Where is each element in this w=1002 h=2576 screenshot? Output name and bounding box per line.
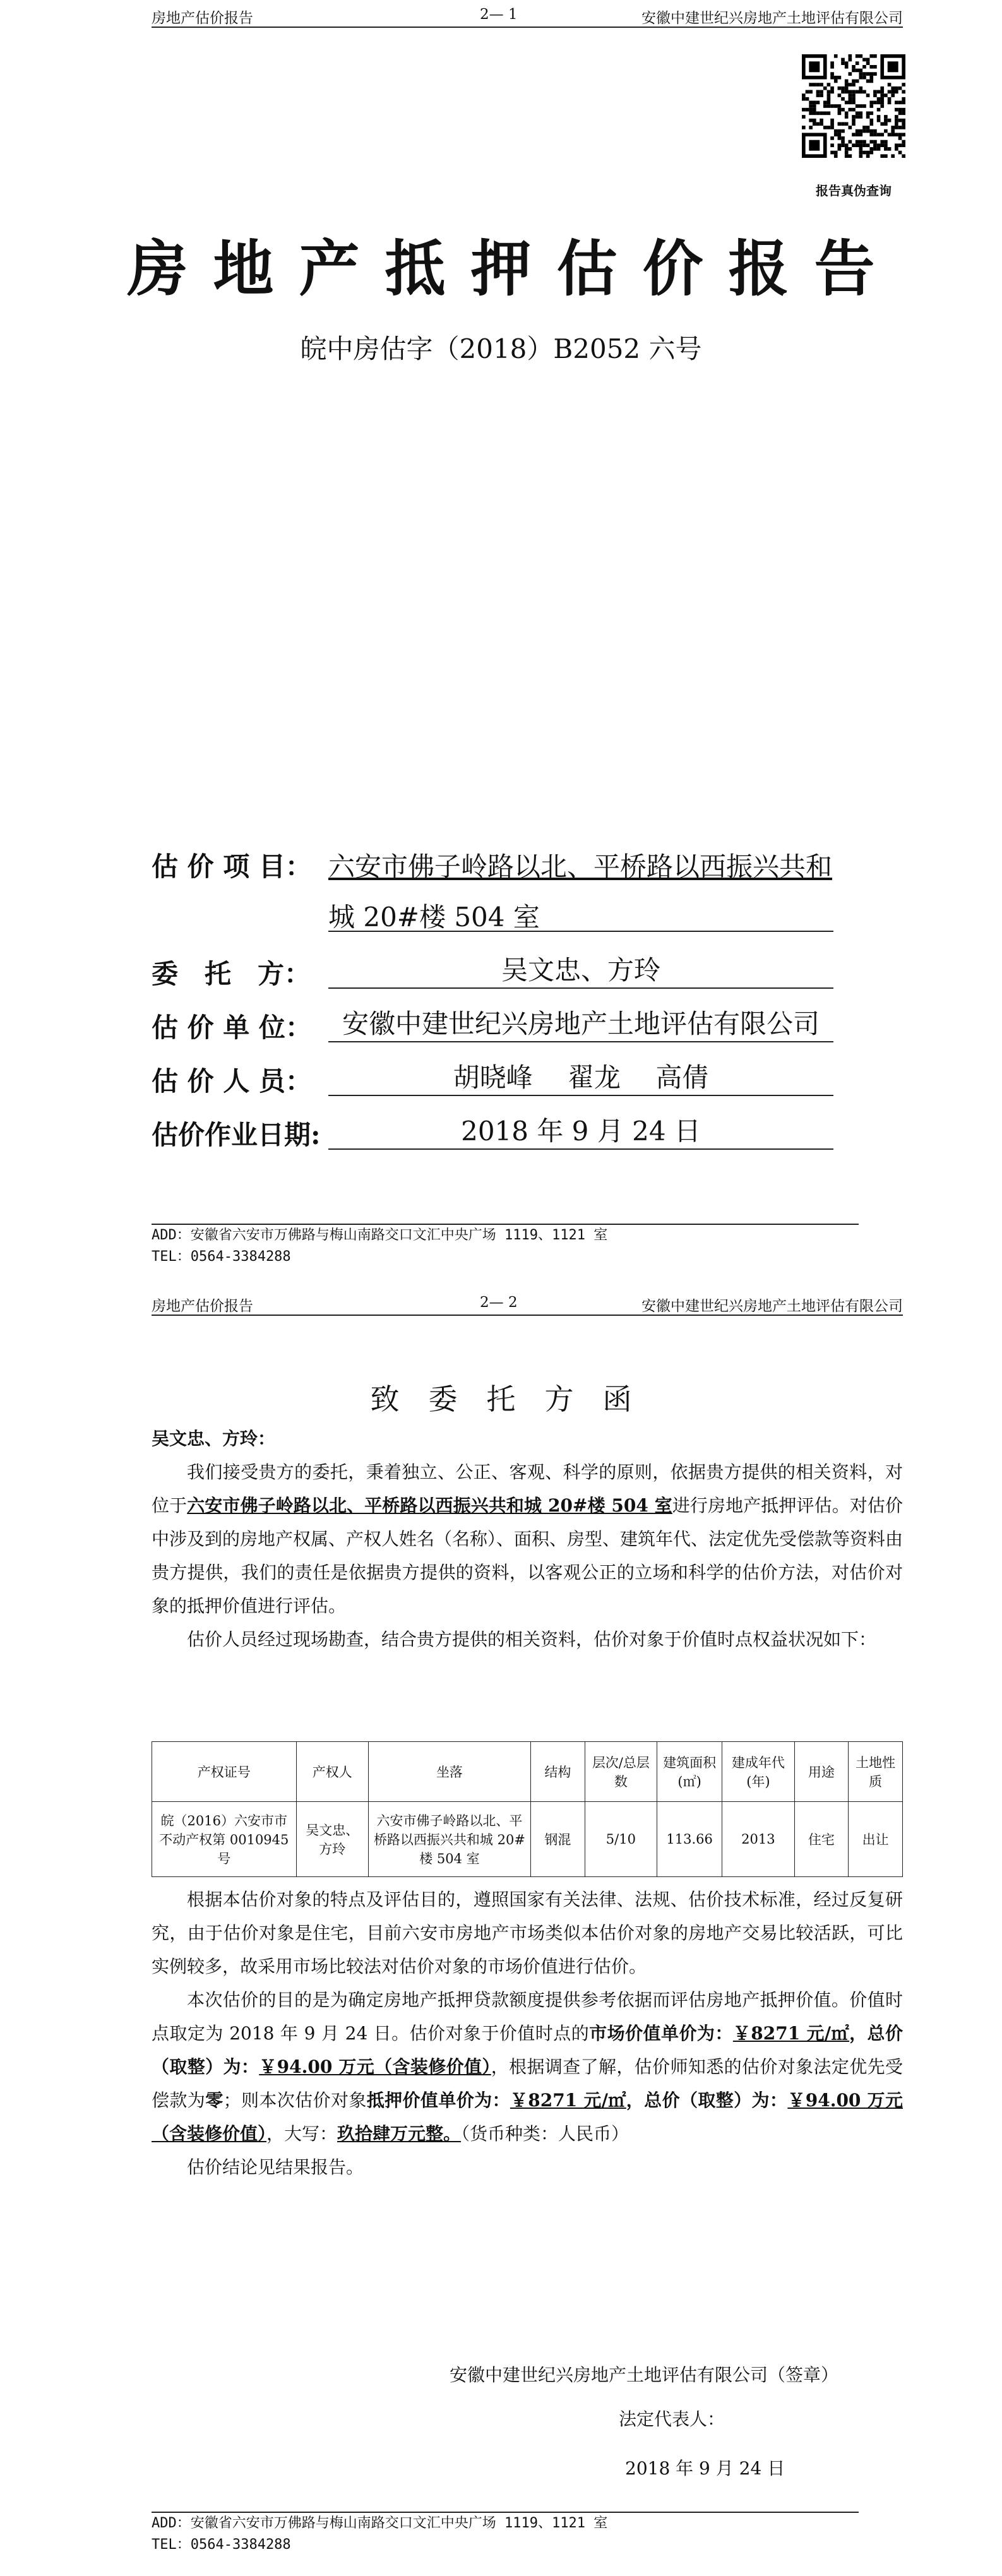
- p4-market-label: 市场价值单价为：: [589, 2023, 733, 2044]
- header-left: 房地产估价报告: [152, 1298, 253, 1315]
- letter-page: [0, 1288, 1002, 2576]
- table-header-cell: 用途: [794, 1742, 849, 1802]
- table-cell: 5/10: [585, 1802, 657, 1877]
- table-cell: 出让: [849, 1802, 903, 1877]
- header-page-number: 2— 2: [480, 1294, 518, 1311]
- paragraph-1: [152, 1455, 903, 1623]
- table-cell: 2013: [722, 1802, 794, 1877]
- p4-mortgage-total: ￥94.00 万元（含装修价值）: [152, 2090, 903, 2144]
- p4-currency: （货币种类：人民币）: [461, 2123, 629, 2144]
- table-cell: 住宅: [794, 1802, 849, 1877]
- p4-text: ；则本次估价对象: [223, 2090, 367, 2111]
- table-header-cell: 产权证号: [152, 1742, 297, 1802]
- footer-tel: TEL：0564-3384288: [152, 2537, 291, 2553]
- header-page-number: 2— 1: [480, 6, 518, 23]
- letter-body-top: [152, 1422, 903, 1656]
- p4-total-label: ，总价（取整）为：: [152, 2023, 903, 2077]
- doc-number: 皖中房估字（2018）B2052 六号: [300, 333, 702, 364]
- header-left: 房地产估价报告: [152, 10, 253, 27]
- footer-address: ADD：安徽省六安市万佛路与梅山南路交口文汇中央广场 1119、1121 室: [152, 1227, 608, 1243]
- table-header-cell: 建筑面积(㎡): [657, 1742, 722, 1802]
- table-cell: 钢混: [531, 1802, 585, 1877]
- p4-text: ，根据调查了解，估价师知悉的估价对象法定优先受偿款为: [152, 2056, 903, 2111]
- qr-code-icon[interactable]: [802, 54, 905, 158]
- signature-date: 2018 年 9 月 24 日: [625, 2458, 785, 2479]
- paragraph-4: [152, 1983, 903, 2150]
- table-cell: 六安市佛子岭路以北、平桥路以西振兴共和城 20#楼 504 室: [368, 1802, 530, 1877]
- letter-title: 致委托方函: [370, 1382, 661, 1416]
- table-header-cell: 土地性质: [849, 1742, 903, 1802]
- project-value-line2: 城 20#楼 504 室: [328, 897, 833, 932]
- appraisers-label: 估 价 人 员：: [152, 1066, 312, 1097]
- p4-priority-amount: 零: [205, 2090, 224, 2111]
- property-rights-table: [152, 1741, 903, 1877]
- table-header-cell: 建成年代(年): [722, 1742, 794, 1802]
- p4-text: ，大写：: [266, 2123, 338, 2144]
- p1-text-a: 我们接受贵方的委托，秉着独立、公正、客观、科学的原则，依据贵方提供的相关资料，对位于: [152, 1462, 903, 1516]
- paragraph-2: 估价人员经过现场勘查，结合贵方提供的相关资料，估价对象于价值时点权益状况如下：: [187, 1629, 877, 1650]
- table-cell: 113.66: [657, 1802, 722, 1877]
- header-right: 安徽中建世纪兴房地产土地评估有限公司: [641, 10, 903, 27]
- header-right: 安徽中建世纪兴房地产土地评估有限公司: [641, 1298, 903, 1315]
- paragraph-3: 根据本估价对象的特点及评估目的，遵照国家有关法律、法规、估价技术标准，经过反复研究，由于估价对象是住宅，目前六安市房地产市场类似本估价对象的房地产交易比较活跃，可比实例较多，故采用市场比较法对估价对象的市场价值进行估价。: [152, 1889, 903, 1977]
- p1-text-c: 进行房地产抵押评估。对估价中涉及到的房地产权属、产权人姓名（名称）、面积、房型、建筑年代、法定优先受偿款等资料由贵方提供，我们的责任是依据贵方提供的资料，以客观公正的立场和科学的估价方法，对估价对象的抵押价值进行评估。: [152, 1495, 904, 1616]
- date-value: 2018 年 9 月 24 日: [328, 1114, 833, 1150]
- table-header-cell: 结构: [531, 1742, 585, 1802]
- table-header-cell: 坐落: [368, 1742, 530, 1802]
- footer-tel: TEL：0564-3384288: [152, 1249, 291, 1265]
- date-label: 估价作业日期:: [152, 1119, 321, 1150]
- p4-text: 本次估价的目的是为确定房地产抵押贷款额度提供参考依据而评估房地产抵押价值。价值时点取定为 2018 年 9 月 24 日。估价对象于价值时点的: [152, 1989, 903, 2044]
- page-footer: [152, 2512, 859, 2556]
- salutation: 吴文忠、方玲：: [152, 1428, 276, 1449]
- qr-caption: 报告真伪查询: [816, 183, 892, 198]
- project-label: 估 价 项 目：: [152, 851, 312, 882]
- p4-mortgage-unit-price: ￥8271 元/㎡: [510, 2090, 626, 2111]
- p4-total-label: ，总价（取整）为：: [626, 2090, 788, 2111]
- table-row: [152, 1802, 903, 1877]
- p4-amount-in-words: 玖拾肆万元整。: [337, 2123, 462, 2144]
- report-title: 房地产抵押估价报告: [127, 233, 900, 304]
- table-cell: 皖（2016）六安市市不动产权第 0010945 号: [152, 1802, 297, 1877]
- table-header-cell: 层次/总层数: [585, 1742, 657, 1802]
- p4-mortgage-label: 抵押价值单价为：: [366, 2090, 510, 2111]
- p4-market-total: ￥94.00 万元（含装修价值）: [259, 2056, 491, 2077]
- letter-body-bottom: [152, 1883, 903, 2184]
- table-header-row: [152, 1742, 903, 1802]
- p4-market-unit-price: ￥8271 元/㎡: [732, 2023, 850, 2044]
- company-value: 安徽中建世纪兴房地产土地评估有限公司: [328, 1007, 833, 1042]
- page-footer: [152, 1224, 859, 1268]
- client-value: 吴文忠、方玲: [328, 953, 833, 989]
- signature-company: 安徽中建世纪兴房地产土地评估有限公司（签章）: [450, 2364, 839, 2385]
- footer-address: ADD：安徽省六安市万佛路与梅山南路交口文汇中央广场 1119、1121 室: [152, 2515, 608, 2531]
- page-header: [152, 1292, 903, 1316]
- table-header-cell: 产权人: [296, 1742, 368, 1802]
- table-cell: 吴文忠、方玲: [296, 1802, 368, 1877]
- project-value-line1: 六安市佛子岭路以北、平桥路以西振兴共和: [328, 851, 833, 882]
- p1-address: 六安市佛子岭路以北、平桥路以西振兴共和城 20#楼 504 室: [187, 1495, 672, 1516]
- company-label: 估 价 单 位：: [152, 1012, 312, 1043]
- signature-representative: 法定代表人：: [619, 2409, 725, 2430]
- page-header: [152, 4, 903, 28]
- client-label: 委 托 方：: [152, 958, 311, 989]
- appraisers-value: 胡晓峰 翟龙 高倩: [328, 1061, 833, 1096]
- paragraph-5: 估价结论见结果报告。: [187, 2157, 364, 2178]
